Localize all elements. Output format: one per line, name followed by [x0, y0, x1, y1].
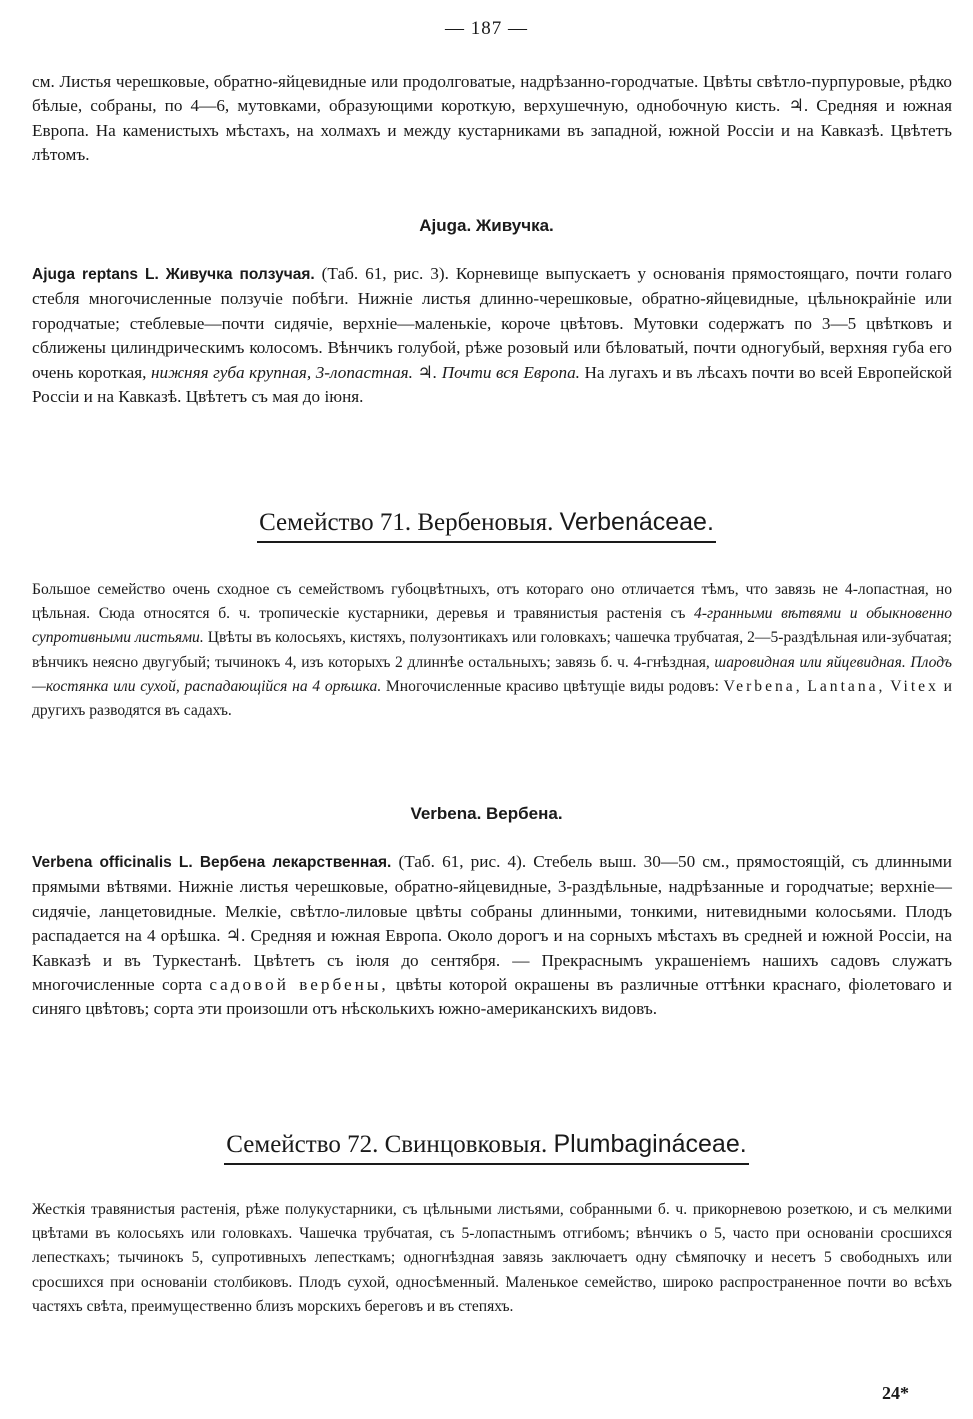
family-heading-72	[0, 1130, 973, 1165]
species-text-end: На лугахъ и въ лѣсахъ почти во всей Европейской Россіи и на Кавказѣ. Цвѣтетъ съ мая до іюня.	[32, 362, 952, 407]
desc-italic: шаровидная или яйцевидная. Плодъ—костянка или сухой, распадающійся на 4 орѣшка.	[32, 653, 952, 695]
family-number: Семейство 72.	[226, 1131, 379, 1158]
desc-italic: 4-гранными вѣтвями и обыкновенно супротивными листьями.	[32, 605, 952, 647]
genus-heading-ajuga: Ajuga. Живучка.	[419, 216, 554, 235]
desc-text: Многочисленные красиво цвѣтущіе виды родовъ:	[381, 677, 724, 695]
species-text-italic: нижняя губа крупная, 3-лопастная. ♃. Почти вся Европа.	[150, 362, 580, 382]
genus-name-spaced: Vitex	[890, 677, 939, 695]
genus-name-spaced: Lantana,	[807, 677, 886, 695]
family-russian-name: Свинцовковыя.	[384, 1131, 548, 1158]
species-text-spaced: садовой вербены,	[209, 975, 389, 995]
family-number: Семейство 71.	[259, 509, 412, 536]
desc-text: Большое семейство очень сходное съ семействомъ губоцвѣтныхъ, отъ котораго оно отличается тѣмъ, что завязь не 4-лопастная, но цѣльная. Сюда относятся б. ч. тропическіе кустарники, деревья и травянистыя растенія съ	[32, 581, 952, 623]
family-latin-name: Plumbagináceae.	[553, 1130, 747, 1158]
family-heading-71	[0, 508, 973, 543]
sheet-signature-mark: 24*	[882, 1383, 909, 1403]
genus-heading-verbena: Verbena. Вербена.	[410, 804, 563, 823]
family-72-description: Жесткія травянистыя растенія, рѣже полукустарники, съ цѣльными листьями, собранными б. ч. прикорневою розеткою, и съ мелкими цвѣтами въ колосьяхъ или головкахъ. Чашечка трубчатая, съ 5-лопастнымъ отгибомъ; вѣнчикъ о 5, часто при основаніи сросшихся лепесткахъ; тычинокъ 5, супротивныхъ лепесткамъ; одногнѣздная завязь заключаетъ одну сѣмяпочку и несетъ 5 свободныхъ или сросшихся при основаніи столбиковъ. Плодъ сухой, односѣменный. Маленькое семейство, широко распространенное почти во всѣхъ частяхъ свѣта, преимущественно близъ морскихъ береговъ и въ степяхъ.	[32, 1201, 952, 1315]
species-name: Verbena officinalis L. Вербена лекарственная.	[32, 854, 392, 871]
genus-name-spaced: Verbena,	[723, 677, 803, 695]
family-title-underlined	[224, 1130, 748, 1165]
species-name: Ajuga reptans L. Живучка ползучая.	[32, 266, 315, 283]
species-text: (Таб. 61, рис. 3). Корневище выпускаетъ у основанія прямостоящаго, почти голаго стебля многочисленные ползучіе побѣги. Нижніе листья длинно-черешковые, обратно-яйцевидные, цѣльнокрайніе или городчатые; стеблевые—почти сидячіе, верхніе—маленькіе, короче цвѣтовъ. Мутовки содержатъ по 3—5 цвѣтковъ и сближены цилиндрическимъ колосомъ. Вѣнчикъ голубой, рѣже розовый или бѣловатый, почти одногубый, верхняя губа его очень короткая,	[32, 264, 952, 382]
species-text-end: цвѣты которой окрашены въ различные оттѣнки краснаго, фіолетоваго и синяго цвѣтовъ; сорта эти произошли отъ нѣсколькихъ южно-американскихъ видовъ.	[32, 975, 952, 1019]
family-title-underlined	[257, 508, 716, 543]
family-latin-name: Verbenáceae.	[559, 508, 714, 536]
intro-paragraph: см. Листья черешковые, обратно-яйцевидные или продолговатые, надрѣзанно-городчатые. Цвѣты свѣтло-пурпуровые, рѣдко бѣлые, собраны, по 4—6, мутовками, образующими короткую, верхушечную, однобочную кисть. ♃. Средняя и южная Европа. На каменистыхъ мѣстахъ, на холмахъ и между кустарниками въ западной, южной Россіи и на Кавказѣ. Цвѣтетъ лѣтомъ.	[32, 72, 952, 165]
desc-text: Цвѣты въ колосьяхъ, кистяхъ, полузонтикахъ или головкахъ; чашечка трубчатая, 2—5-раздѣльная или-зубчатая; вѣнчикъ неясно двугубый; тычинокъ 4, изъ которыхъ 2 длиннѣе остальныхъ; завязь б. ч. 4-гнѣздная,	[32, 629, 953, 671]
species-text: (Таб. 61, рис. 4). Стебель выш. 30—50 см., прямостоящій, съ длинными прямыми вѣтвями. Нижніе листья черешковые, обратно-яйцевидные, 3-раздѣльные, надрѣзанные и городчатые; верхніе—сидячіе, ланцетовидные. Мелкіе, свѣтло-лиловые цвѣты собраны длинными, тонкими, нитевидными колосьями. Плодъ распадается на 4 орѣшка. ♃. Средняя и южная Европа. Около дорогъ и на сорныхъ мѣстахъ въ средней и южной Россіи, на Кавказѣ и въ Туркестанѣ. Цвѣтетъ съ іюля до сентября. — Прекраснымъ украшеніемъ нашихъ садовъ служатъ многочисленные сорта	[32, 852, 952, 995]
species-ajuga-reptans	[32, 262, 952, 409]
species-verbena-officinalis	[32, 850, 952, 1022]
desc-text: и другихъ разводятся въ садахъ.	[32, 677, 952, 720]
family-71-description	[32, 578, 952, 723]
page-number: — 187 —	[445, 18, 528, 39]
family-russian-name: Вербеновыя.	[417, 509, 554, 536]
